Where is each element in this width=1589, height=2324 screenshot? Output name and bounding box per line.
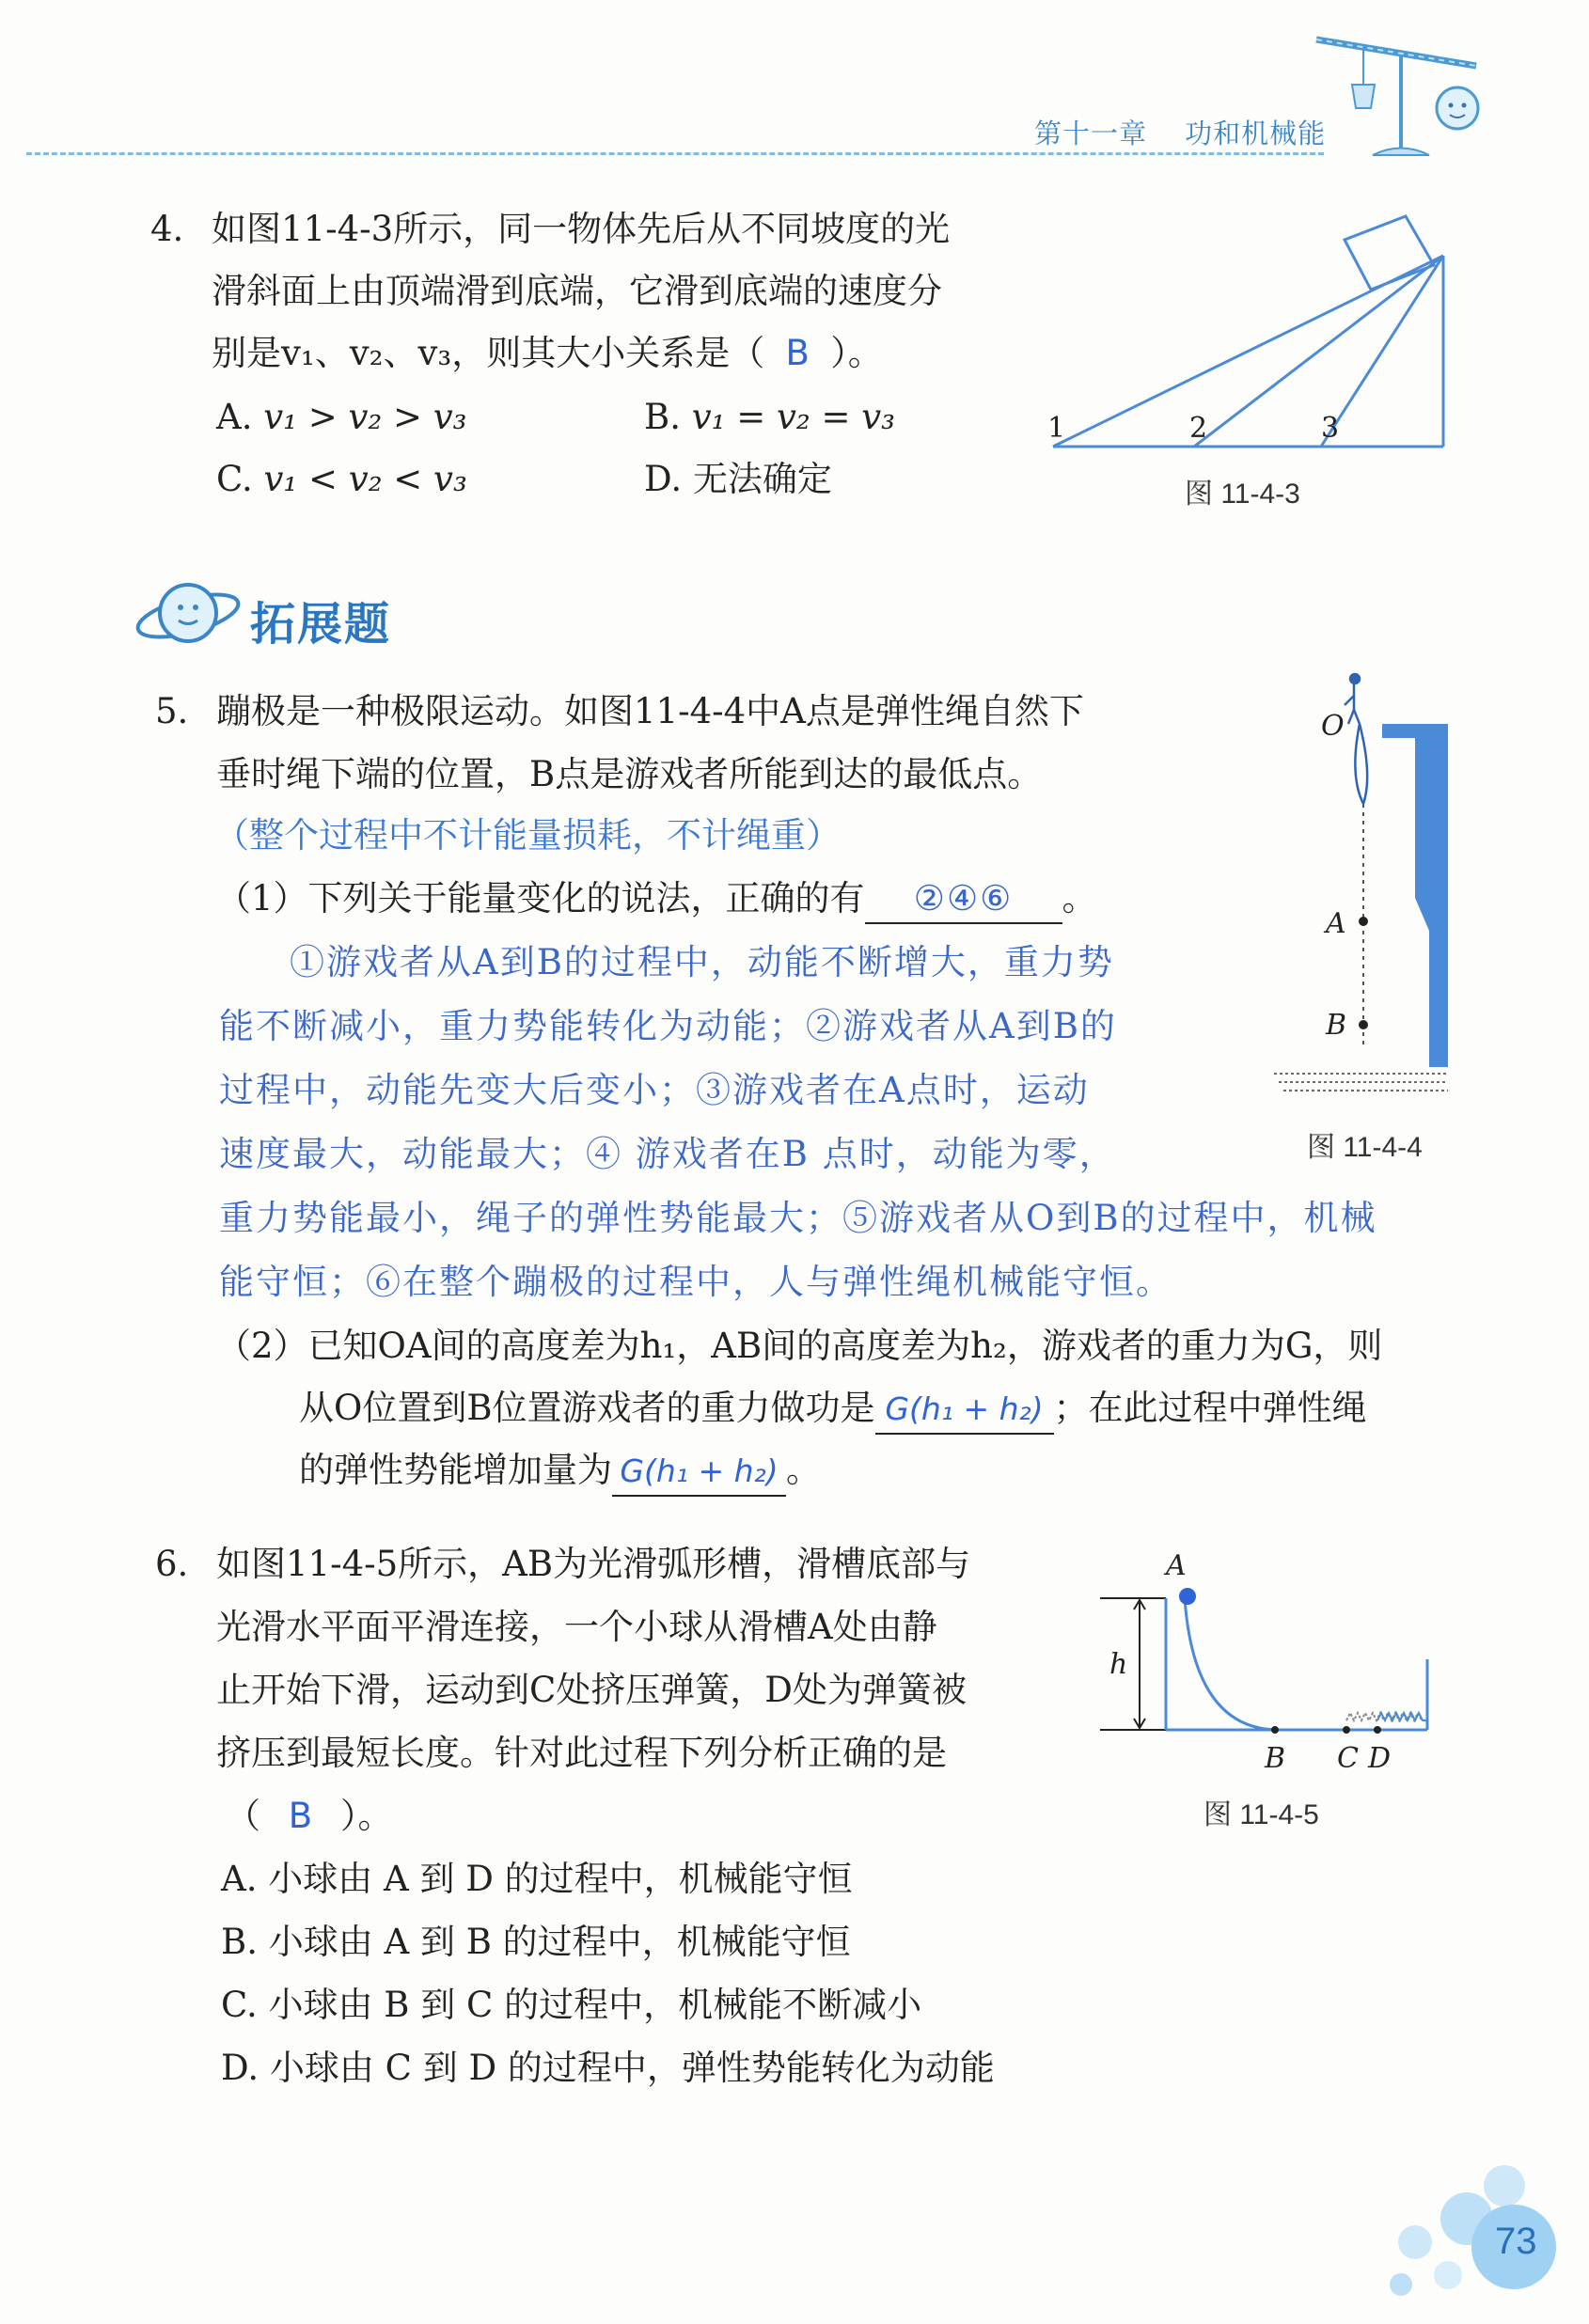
option-label: B. xyxy=(221,1922,258,1962)
q6-line-4: 挤压到最短长度。针对此过程下列分析正确的是 xyxy=(216,1733,947,1773)
option-text: 无法确定 xyxy=(692,459,832,499)
option-label: B. xyxy=(644,397,681,437)
q6-number: 6. xyxy=(155,1544,189,1584)
option-label: D. xyxy=(644,459,683,499)
q5-part-2-line-3 xyxy=(299,1438,821,1501)
crane-decoration-icon xyxy=(1307,19,1486,165)
q5-part-2-prompt: 从O位置到B位置游戏者的重力做功是 xyxy=(299,1388,875,1428)
q5-number: 5. xyxy=(155,691,189,731)
option-text: 小球由 A 到 B 的过程中，机械能守恒 xyxy=(268,1922,851,1962)
q5-part-2-answer-work: G(h₁ + h₂) xyxy=(875,1386,1054,1435)
height-h-label: h xyxy=(1109,1648,1128,1681)
option-text: v₁ < v₂ < v₃ xyxy=(263,459,467,499)
q4-line-1: 如图11-4-3所示，同一物体先后从不同坡度的光 xyxy=(212,209,951,249)
q6-option-d xyxy=(221,2036,995,2099)
option-text: v₁ = v₂ = v₃ xyxy=(691,397,895,437)
incline-label-3: 3 xyxy=(1321,412,1340,445)
figure-11-4-4 xyxy=(1260,672,1476,1105)
figure-11-4-4-caption: 图 11-4-4 xyxy=(1307,1132,1423,1163)
q5-part-2-prompt-2: 的弹性势能增加量为 xyxy=(299,1450,612,1490)
q6-line-1: 如图11-4-5所示，AB为光滑弧形槽，滑槽底部与 xyxy=(216,1544,971,1584)
q4-option-c xyxy=(216,448,467,510)
q6-answer-line xyxy=(226,1784,393,1847)
point-o-label: O xyxy=(1321,710,1345,743)
q6-paren-open: （ xyxy=(226,1796,260,1836)
q6-line-2: 光滑水平面平滑连接，一个小球从滑槽A处由静 xyxy=(216,1607,937,1647)
q4-option-b xyxy=(644,385,895,448)
point-b-label: B xyxy=(1265,1742,1286,1775)
planet-icon xyxy=(132,573,244,658)
incline-label-1: 1 xyxy=(1047,412,1066,445)
incline-label-2: 2 xyxy=(1189,412,1208,445)
section-label: 功和机械能 xyxy=(1185,119,1327,149)
q5-part-1-end: 。 xyxy=(1062,878,1097,919)
q6-option-b xyxy=(221,1910,851,1973)
q5-part-2-continue: ；在此过程中弹性绳 xyxy=(1053,1388,1367,1428)
q4-option-d xyxy=(644,448,832,510)
point-b-label: B xyxy=(1326,1009,1347,1042)
q4-stem-end: 别是v₁、v₂、v₃，则其大小关系是（ xyxy=(212,333,765,373)
option-label: C. xyxy=(216,459,253,499)
q5-statement-2: 能不断减小，重力势能转化为动能；②游戏者从A到B的 xyxy=(219,1006,1117,1046)
option-text: 小球由 B 到 C 的过程中，机械能不断减小 xyxy=(268,1985,922,2025)
q5-part-1 xyxy=(216,867,1097,930)
q5-part-1-answer: ②④⑥ xyxy=(865,875,1062,924)
q4-line-3 xyxy=(212,322,883,385)
q5-part-2-answer-energy: G(h₁ + h₂) xyxy=(612,1448,786,1497)
q5-note: （整个过程中不计能量损耗，不计绳重） xyxy=(214,815,841,856)
figure-11-4-3-caption: 图 11-4-3 xyxy=(1185,479,1300,510)
q5-part-2-line-1: （2）已知OA间的高度差为h₁，AB间的高度差为h₂，游戏者的重力为G，则 xyxy=(216,1326,1383,1366)
q5-statement-4: 速度最大，动能最大；④ 游戏者在B 点时，动能为零， xyxy=(219,1134,1116,1174)
figure-11-4-5 xyxy=(1091,1542,1448,1777)
option-label: C. xyxy=(221,1985,258,2025)
option-label: A. xyxy=(221,1859,258,1899)
q5-line-2: 垂时绳下端的位置，B点是游戏者所能到达的最低点。 xyxy=(216,754,1043,794)
chapter-header xyxy=(1034,113,1326,151)
q4-line-2: 滑斜面上由顶端滑到底端，它滑到底端的速度分 xyxy=(212,271,942,311)
point-c-label: C xyxy=(1337,1742,1359,1775)
q5-statement-1: ①游戏者从A到B的过程中，动能不断增大，重力势 xyxy=(290,942,1114,982)
page-number: 73 xyxy=(1495,2221,1537,2262)
q5-part-1-prompt: （1）下列关于能量变化的说法，正确的有 xyxy=(216,878,865,919)
figure-11-4-3 xyxy=(1034,197,1448,461)
q5-part-2-line-2 xyxy=(299,1376,1367,1439)
q5-statement-5: 重力势能最小，绳子的弹性势能最大；⑤游戏者从O到B的过程中，机械 xyxy=(219,1198,1377,1238)
option-label: D. xyxy=(221,2048,260,2088)
q6-line-3: 止开始下滑，运动到C处挤压弹簧，D处为弹簧被 xyxy=(216,1670,967,1710)
option-text: 小球由 A 到 D 的过程中，机械能守恒 xyxy=(268,1859,853,1899)
figure-11-4-5-caption: 图 11-4-5 xyxy=(1204,1799,1319,1830)
option-label: A. xyxy=(216,397,253,437)
option-text: 小球由 C 到 D 的过程中，弹性势能转化为动能 xyxy=(269,2048,995,2088)
q4-option-a xyxy=(216,385,467,448)
q4-answer: B xyxy=(785,333,810,373)
point-a-label: A xyxy=(1326,907,1346,940)
q5-statement-3: 过程中，动能先变大后变小；③游戏者在A点时，运动 xyxy=(219,1070,1090,1110)
chapter-label: 第十一章 xyxy=(1034,119,1148,149)
q6-paren-close: ）。 xyxy=(340,1796,393,1836)
q5-statement-6: 能守恒；⑥在整个蹦极的过程中，人与弹性绳机械能守恒。 xyxy=(219,1262,1172,1302)
option-text: v₁ > v₂ > v₃ xyxy=(263,397,467,437)
header-dashed-line xyxy=(26,152,1324,155)
q5-line-1: 蹦极是一种极限运动。如图11-4-4中A点是弹性绳自然下 xyxy=(216,691,1084,731)
point-d-label: D xyxy=(1368,1742,1392,1775)
q5-part-2-end: 。 xyxy=(786,1450,821,1490)
section-title: 拓展题 xyxy=(250,598,392,651)
q6-option-c xyxy=(221,1973,921,2036)
q6-answer: B xyxy=(288,1796,313,1836)
q4-paren-close: ）。 xyxy=(830,333,883,373)
q4-number: 4. xyxy=(150,209,184,249)
q6-option-a xyxy=(221,1847,853,1910)
bubbles-decoration-icon xyxy=(1363,2162,1570,2313)
point-a-label: A xyxy=(1166,1549,1187,1582)
